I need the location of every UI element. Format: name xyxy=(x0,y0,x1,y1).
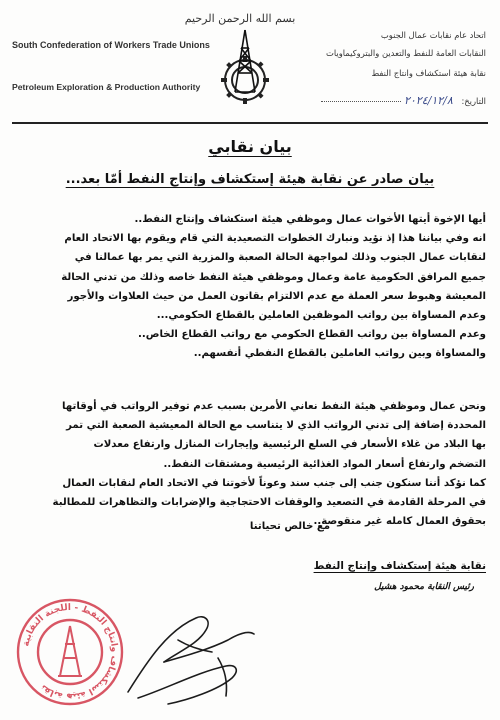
date-label: التاريخ: xyxy=(461,96,486,106)
paragraph-line: وعدم المساواة بين رواتب القطاع الحكومي مع رواتب القطاع الخاص.. xyxy=(138,329,486,341)
date-line xyxy=(286,94,486,107)
signatory-organization: نقابة هيئة إستكشاف وإنتاج النفط xyxy=(313,560,486,572)
paragraph-line: كما نؤكد أننا سنكون جنب إلى جنب سند وعوناً لأخوتنا في الاتحاد العام لنقابات العمال xyxy=(62,477,486,489)
paragraph-line: المعيشة وهبوط سعر العملة مع عدم الالتزام بقانون العمل من حيث العلاوات والأجور xyxy=(67,290,486,302)
paragraph-line: لنقابات عمال الجنوب وذلك لمواجهة الحالة الصعبة والمزرية التي يمر بها عمالنا في xyxy=(74,252,486,264)
document-title: بيان نقابي xyxy=(208,137,292,156)
arabic-union-name: النقابات العامة للنفط والتعدين والبتروكيماويات xyxy=(325,48,486,58)
paragraph-line: المحددة إضافة إلى تدني الرواتب الذي لا يتناسب مع الحالة المعيشية الصعبة التي تمر xyxy=(66,420,486,432)
header-divider xyxy=(12,122,488,124)
english-authority-name: Petroleum Exploration & Production Authority xyxy=(12,82,201,92)
signatory-title: رئيس النقابة محمود هشيل xyxy=(374,582,474,592)
paragraph-line: انه وفي بياننا هذا إذ نؤيد ونبارك الخطوات التصعيدية التي قام ويقوم بها الاتحاد العام xyxy=(64,233,486,245)
paragraph-line: التضخم وارتفاع أسعار المواد الغذائية الرئيسية ومشتقات النفط.. xyxy=(163,458,486,470)
date-value: ٢٠٢٤/١٢/٨ xyxy=(403,94,453,107)
paragraph-line: بها البلاد من غلاء الأسعار في السلع الرئيسية وإيجارات المنازل وارتفاع معدلات xyxy=(93,439,486,451)
svg-text:نقابة هيئة استكشاف وانتاج النف: نقابة هيئة استكشاف وانتاج النفط - اللجنة النقابية xyxy=(21,602,120,702)
paragraph-line: في المرحلة القادمة في التصعيد والوقفات الاحتجاجية والإضرابات والتظاهرات للمطالبة xyxy=(52,497,486,509)
paragraph-line: والمساواة وبين رواتب العاملين بالقطاع النفطي أنفسهم.. xyxy=(193,348,486,360)
signature-block xyxy=(286,560,486,592)
document-subtitle: بيان صادر عن نقابة هيئة إستكشاف وإنتاج النفط أمّا بعد... xyxy=(65,172,435,187)
arabic-authority-union-name: نقابة هيئة استكشاف وانتاج النفط xyxy=(371,68,486,78)
handwritten-signature-icon xyxy=(108,600,268,710)
date-dotted-line xyxy=(321,101,401,102)
basmala: بسم الله الرحمن الرحيم xyxy=(184,12,296,25)
paragraph-line: بحقوق العمال كامله غير منقوصة.. xyxy=(313,516,486,528)
statement-section-1 xyxy=(14,210,486,364)
english-org-name: South Confederation of Workers Trade Unions xyxy=(12,40,210,50)
paragraph-line: جميع المرافق الحكومية عامة وعمال وموظفي هيئة النفط خاصه وذلك من تدني الحالة xyxy=(61,271,486,283)
arabic-federation-name: اتحاد عام نقابات عمال الجنوب xyxy=(380,30,486,40)
closing-greeting: مع خالص تحياتنا xyxy=(249,521,331,532)
derrick-gear-logo-icon xyxy=(217,28,273,110)
statement-section-2 xyxy=(14,397,486,531)
paragraph-line: ونحن عمال وموظفي هيئة النفط نعاني الأمرين بسبب عدم توفير الرواتب في أوقاتها xyxy=(61,401,486,412)
paragraph-line: أيها الإخوة أيتها الأخوات عمال وموظفي هيئة استكشاف وإنتاج النفط.. xyxy=(134,214,486,225)
paragraph-line: وعدم المساواة بين رواتب الموظفين العاملين بالقطاع الحكومي... xyxy=(156,310,486,322)
